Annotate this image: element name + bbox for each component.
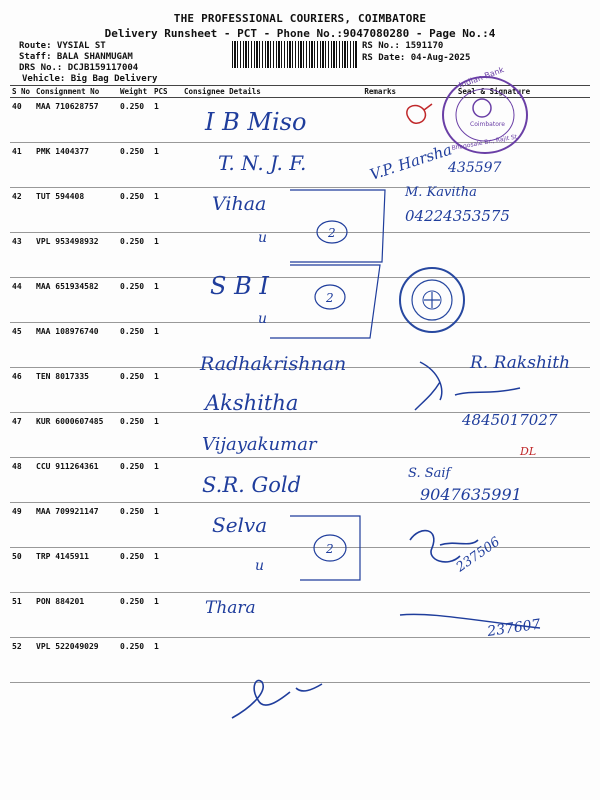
cell-remarks [348,638,398,683]
cell-consignment: PMK 1404377 [34,143,118,188]
cell-consignment: CCU 911264361 [34,458,118,503]
cell-pcs: 1 [152,413,182,458]
table-row [10,368,590,413]
cell-consignee [182,233,348,278]
cell-pcs: 1 [152,503,182,548]
hw-row40: I B Miso [205,108,307,136]
table-row [10,143,590,188]
cell-seal [398,368,590,413]
cell-remarks [348,503,398,548]
cell-weight: 0.250 [118,458,152,503]
cell-consignment: PON 884201 [34,593,118,638]
table-row [10,323,590,368]
stamp-bank-name: Indian Bank [457,65,506,90]
cell-consignee [182,413,348,458]
rs-date: RS Date: 04-Aug-2025 [362,53,471,63]
cell-remarks [348,323,398,368]
cell-consignee [182,368,348,413]
hw-row47: Akshitha [205,391,299,415]
table-row [10,458,590,503]
col-header-consignee: Consignee Details [182,86,348,98]
hw-sig52-num: 237607 [486,616,542,640]
cell-consignment: MAA 651934582 [34,278,118,323]
cell-weight: 0.250 [118,413,152,458]
cell-remarks [348,143,398,188]
hw-row50: Selva [212,513,268,537]
cell-sno: 45 [10,323,34,368]
cell-pcs: 1 [152,98,182,143]
cell-pcs: 1 [152,278,182,323]
cell-consignee [182,638,348,683]
cell-sno: 49 [10,503,34,548]
cell-pcs: 1 [152,638,182,683]
col-header-weight: Weight [118,86,152,98]
hw-sig41: V.P. Harsha [367,140,455,184]
hw-row41: T. N. J. F. [218,151,307,175]
vehicle-label: Vehicle: Big Bag Delivery [22,74,158,84]
hw-circle-50: 2 [326,542,334,556]
cell-consignee [182,503,348,548]
table-header-row [10,86,590,98]
stamp-address: Bhagosale Br., Rajit St. [451,133,520,152]
hw-sig51-num: 237506 [453,534,503,576]
cell-seal [398,233,590,278]
cell-weight: 0.250 [118,188,152,233]
staff-label: Staff: BALA SHANMUGAM [19,52,133,62]
stamp-branch: Coimbatore [470,121,505,128]
hw-sig49-name: S. Saif [408,466,451,481]
col-header-consignment: Consignment No [34,86,118,98]
cell-sno: 47 [10,413,34,458]
hw-row49: S.R. Gold [202,473,302,497]
cell-consignment: KUR 6000607485 [34,413,118,458]
table-row [10,413,590,458]
cell-consignment: TRP 4145911 [34,548,118,593]
hw-row48: Vijayakumar [202,434,317,455]
hw-sig49-phone: 9047635991 [420,485,522,504]
cell-seal [398,503,590,548]
cell-pcs: 1 [152,593,182,638]
col-header-pcs: PCS [152,86,182,98]
cell-consignee [182,188,348,233]
hw-sig41-num: 435597 [448,160,502,176]
cell-consignment: MAA 709921147 [34,503,118,548]
cell-weight: 0.250 [118,503,152,548]
cell-remarks [348,413,398,458]
cell-remarks [348,368,398,413]
cell-sno: 46 [10,368,34,413]
route-label: Route: VYSIAL ST [19,41,106,51]
cell-consignee [182,278,348,323]
table-row [10,233,590,278]
cell-remarks [348,98,398,143]
table-row [10,593,590,638]
cell-seal [398,548,590,593]
cell-weight: 0.250 [118,278,152,323]
cell-consignee [182,458,348,503]
cell-sno: 41 [10,143,34,188]
hw-sig46: R. Rakshith [470,353,571,373]
table-row [10,98,590,143]
cell-weight: 0.250 [118,638,152,683]
table-row [10,503,590,548]
hw-remark-dl: DL [520,445,537,458]
cell-weight: 0.250 [118,98,152,143]
runsheet-table [10,85,590,683]
cell-pcs: 1 [152,233,182,278]
company-title: THE PROFESSIONAL COURIERS, COIMBATORE [173,12,427,25]
col-header-sno: S No [10,86,34,98]
cell-sno: 51 [10,593,34,638]
cell-remarks [348,548,398,593]
cell-seal [398,638,590,683]
cell-consignee [182,143,348,188]
rs-number: RS No.: 1591170 [362,41,444,51]
hw-row42: Vihaa [212,193,267,215]
cell-pcs: 1 [152,368,182,413]
cell-consignee [182,548,348,593]
cell-weight: 0.250 [118,548,152,593]
hw-row43: u [258,230,268,246]
cell-pcs: 1 [152,323,182,368]
table-row [10,188,590,233]
hw-sig47-phone: 4845017027 [462,411,558,429]
cell-seal [398,323,590,368]
cell-sno: 52 [10,638,34,683]
cell-consignee [182,323,348,368]
cell-weight: 0.250 [118,368,152,413]
table-row [10,548,590,593]
cell-seal [398,413,590,458]
hw-circle-44: 2 [326,291,334,305]
cell-consignment: VPL 522049029 [34,638,118,683]
cell-seal [398,458,590,503]
barcode-image [232,41,358,68]
cell-weight: 0.250 [118,593,152,638]
cell-weight: 0.250 [118,323,152,368]
cell-sno: 44 [10,278,34,323]
cell-consignee [182,593,348,638]
cell-remarks [348,458,398,503]
cell-consignment: MAA 108976740 [34,323,118,368]
cell-sno: 42 [10,188,34,233]
table-row [10,278,590,323]
cell-pcs: 1 [152,143,182,188]
hw-circle-42: 2 [328,226,336,240]
cell-consignment: TUT 594408 [34,188,118,233]
cell-remarks [348,278,398,323]
runsheet-subtitle: Delivery Runsheet - PCT - Phone No.:9047080280 - Page No.:4 [104,27,496,40]
col-header-remarks: Remarks [348,86,398,98]
cell-pcs: 1 [152,188,182,233]
hw-sig42-phone: 04224353575 [405,207,510,225]
cell-weight: 0.250 [118,143,152,188]
bottom-signature-scribble [232,680,322,718]
cell-consignment: MAA 710628757 [34,98,118,143]
cell-weight: 0.250 [118,233,152,278]
table-row [10,638,590,683]
cell-consignee [182,98,348,143]
drs-label: DRS No.: DCJB159117004 [19,63,139,73]
cell-remarks [348,233,398,278]
cell-sno: 43 [10,233,34,278]
hw-sig42-name: M. Kavitha [405,185,477,200]
cell-consignment: TEN 8017335 [34,368,118,413]
hw-row46: Radhakrishnan [200,353,347,375]
cell-sno: 40 [10,98,34,143]
cell-seal [398,143,590,188]
hw-row51: u [255,558,265,574]
hw-row44: S B I [210,272,269,300]
cell-remarks [348,188,398,233]
hw-row52: Thara [205,598,256,618]
cell-seal [398,278,590,323]
cell-seal [398,98,590,143]
cell-seal [398,593,590,638]
cell-consignment: VPL 953498932 [34,233,118,278]
cell-seal [398,188,590,233]
cell-remarks [348,593,398,638]
cell-sno: 50 [10,548,34,593]
col-header-seal: Seal & Signature [398,86,590,98]
cell-sno: 48 [10,458,34,503]
hw-row45: u [258,311,268,327]
cell-pcs: 1 [152,548,182,593]
cell-pcs: 1 [152,458,182,503]
